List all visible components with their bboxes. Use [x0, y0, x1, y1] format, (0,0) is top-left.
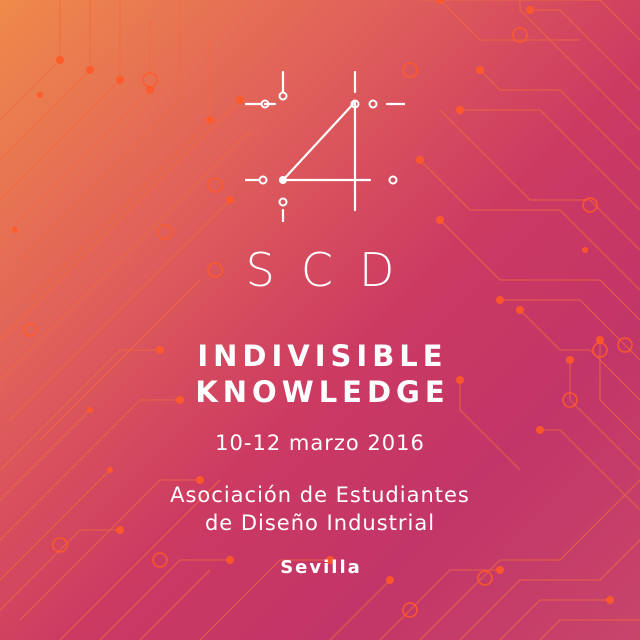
organizer-line-2: de Diseño Industrial [204, 511, 436, 535]
tagline-line-2: KNOWLEDGE [195, 375, 450, 409]
edition-4-logo [245, 62, 405, 222]
event-acronym: SCD [245, 243, 421, 297]
event-date: 10-12 marzo 2016 [215, 431, 425, 455]
event-city: Sevilla [280, 557, 362, 578]
organizer-line-1: Asociación de Estudiantes [170, 483, 470, 507]
tagline-line-1: INDIVISIBLE [197, 339, 448, 373]
